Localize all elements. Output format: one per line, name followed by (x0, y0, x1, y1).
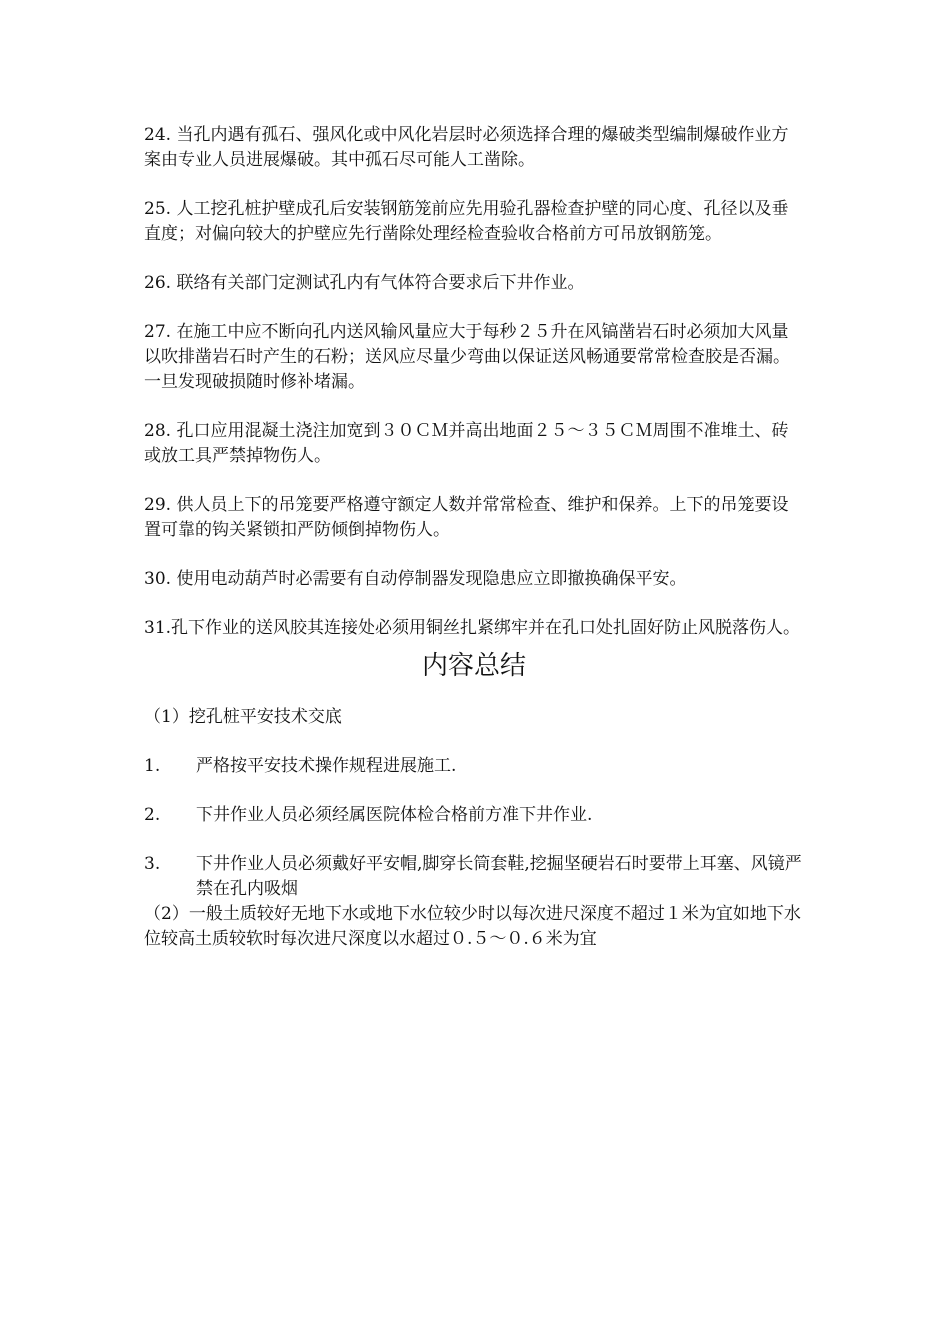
paragraph-24: 24. 当孔内遇有孤石、强风化或中风化岩层时必须选择合理的爆破类型编制爆破作业方案由专业人员进展爆破。其中孤石尽可能人工凿除。 (144, 125, 789, 170)
paragraph-31: 31.孔下作业的送风胶其连接处必须用铜丝扎紧绑牢并在孔口处扎固好防止风脱落伤人。 (144, 618, 801, 638)
summary-item-number: 3. (144, 854, 161, 874)
document-page (144, 123, 804, 952)
paragraph-30: 30. 使用电动葫芦时必需要有自动停制器发现隐患应立即撤换确保平安。 (144, 569, 687, 589)
paragraph-29: 29. 供人员上下的吊笼要严格遵守额定人数并常常检查、维护和保养。上下的吊笼要设置可靠的钩关紧锁扣严防倾倒掉物伤人。 (144, 495, 789, 540)
summary-item-text: 严格按平安技术操作规程进展施工. (196, 756, 457, 776)
summary-heading: 内容总结 (421, 651, 526, 681)
summary-item (144, 852, 804, 902)
summary-item-number: 1. (144, 756, 161, 776)
paragraph-26: 26. 联络有关部门定测试孔内有气体符合要求后下井作业。 (144, 273, 585, 293)
paragraph-25: 25. 人工挖孔桩护壁成孔后安装钢筋笼前应先用验孔器检查护壁的同心度、孔径以及垂直度；对偏向较大的护壁应先行凿除处理经检查验收合格前方可吊放钢筋笼。 (144, 199, 789, 244)
summary-item-number: 2. (144, 805, 161, 825)
summary-item-text: 下井作业人员必须戴好平安帽,脚穿长筒套鞋,挖掘坚硬岩石时要带上耳塞、风镜严禁在孔内吸烟 (196, 854, 802, 899)
summary-tail-paragraph: （2）一般土质较好无地下水或地下水位较少时以每次进尺深度不超过１米为宜如地下水位较高土质较软时每次进尺深度以水超过０.５～０.６米为宜 (144, 904, 801, 949)
paragraph-27: 27. 在施工中应不断向孔内送风输风量应大于每秒２５升在风镐凿岩石时必须加大风量以吹排凿岩石时产生的石粉；送风应尽量少弯曲以保证送风畅通要常常检查胶是否漏。一旦发现破损随时修补堵漏。 (144, 322, 790, 392)
summary-item-text: 下井作业人员必须经属医院体检合格前方准下井作业. (196, 805, 593, 825)
paragraph-28: 28. 孔口应用混凝土浇注加宽到３０ＣＭ并高出地面２５～３５ＣＭ周围不准堆土、砖或放工具严禁掉物伤人。 (144, 421, 789, 466)
summary-item (144, 803, 804, 828)
summary-item (144, 754, 804, 779)
summary-subtitle: （1）挖孔桩平安技术交底 (144, 707, 342, 727)
